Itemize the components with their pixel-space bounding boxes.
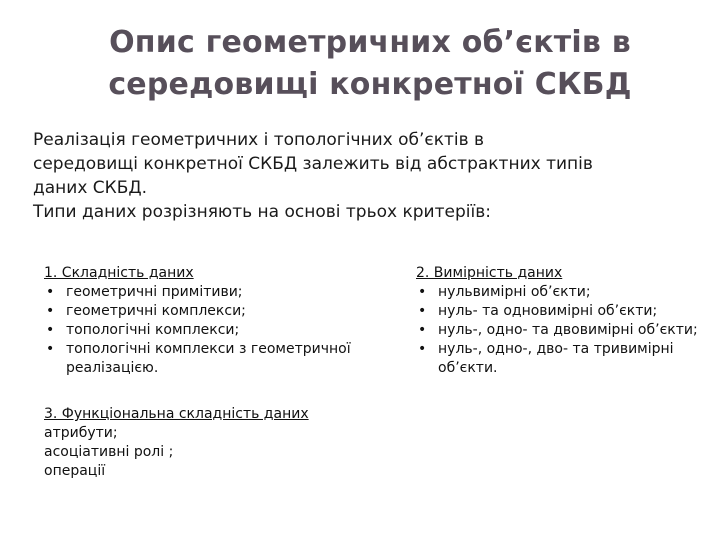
- section2-heading: 2. Вимірність даних: [416, 265, 563, 281]
- section1-list: [44, 283, 394, 378]
- list-item: атрибути;: [44, 425, 118, 441]
- bullet-icon: •: [418, 284, 427, 300]
- slide-title: [60, 22, 680, 106]
- intro-line-1: Реалізація геометричних і топологічних об’єктів в: [33, 130, 485, 150]
- bullet-icon: •: [418, 303, 427, 319]
- intro-line-4: Типи даних розрізняють на основі трьох критеріїв:: [33, 202, 491, 222]
- section3: [44, 405, 394, 481]
- list-item: операції: [44, 463, 106, 479]
- right-column: [416, 264, 716, 378]
- bullet-icon: •: [46, 284, 55, 300]
- list-item: • нуль-, одно-, дво- та тривимірні об’єкти.: [418, 341, 674, 376]
- list-item: • нуль- та одновимірні об’єкти;: [418, 303, 658, 319]
- list-item: • геометричні комплекси;: [46, 303, 246, 319]
- list-item: асоціативні ролі ;: [44, 444, 174, 460]
- list-item: • нульвимірні об’єкти;: [418, 284, 591, 300]
- section3-list: [44, 424, 394, 481]
- list-item: • топологічні комплекси з геометричної реалізацією.: [46, 341, 351, 376]
- bullet-icon: •: [418, 322, 427, 338]
- bullet-icon: •: [418, 341, 427, 357]
- title-line-1: Опис геометричних об’єктів в: [109, 25, 631, 60]
- bullet-icon: •: [46, 341, 55, 357]
- bullet-icon: •: [46, 322, 55, 338]
- intro-line-2: середовищі конкретної СКБД залежить від абстрактних типів: [33, 154, 593, 174]
- bullet-icon: •: [46, 303, 55, 319]
- section2-list: [416, 283, 716, 378]
- list-item: • геометричні примітиви;: [46, 284, 243, 300]
- list-item: • топологічні комплекси;: [46, 322, 240, 338]
- intro-paragraph: [33, 128, 703, 224]
- section1-heading: 1. Складність даних: [44, 265, 194, 281]
- intro-line-3: даних СКБД.: [33, 178, 148, 198]
- left-column: [44, 264, 394, 481]
- list-item: • нуль-, одно- та двовимірні об’єкти;: [418, 322, 698, 338]
- title-line-2: середовищі конкретної СКБД: [108, 67, 632, 102]
- section3-heading: 3. Функціональна складність даних: [44, 406, 309, 422]
